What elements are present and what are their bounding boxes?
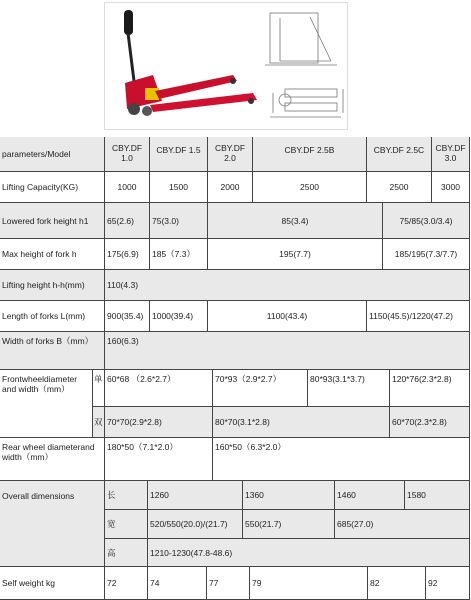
height-marker: 高 (105, 539, 148, 567)
cell: 60*70(2.3*2.8) (390, 407, 470, 438)
cell: 1580 (405, 481, 470, 510)
product-illustration (104, 2, 348, 130)
top-view-drawing (270, 89, 343, 117)
cell: 175(6.9) (105, 239, 150, 270)
cell: 65(2.6) (105, 203, 150, 239)
cell: 1460 (335, 481, 405, 510)
header-model-6: CBY.DF 3.0 (432, 137, 470, 172)
cell: 1100(43.4) (208, 301, 367, 332)
cell: 110(4.3) (105, 270, 470, 301)
cell: 75(3.0) (150, 203, 208, 239)
cell: 1360 (243, 481, 335, 510)
cell: 685(27.0) (335, 510, 470, 539)
cell: 1000 (105, 172, 150, 203)
length-marker: 长 (105, 481, 148, 510)
cell: 2500 (253, 172, 367, 203)
cell: 195(7.7) (208, 239, 383, 270)
cell: 160*50（6.3*2.0） (213, 438, 470, 481)
cell: 120*76(2.3*2.8) (390, 370, 470, 407)
cell: 185（7.3） (150, 239, 208, 270)
header-model-2: CBY.DF 1.5 (150, 137, 208, 172)
row-label-lowered-fork: Lowered fork height h1 (0, 203, 105, 239)
side-view-drawing (265, 13, 337, 65)
header-model-1: CBY.DF 1.0 (105, 137, 150, 172)
cell: 550(21.7) (243, 510, 335, 539)
header-model-4: CBY.DF 2.5B (253, 137, 367, 172)
cell: 82 (368, 567, 426, 600)
cell: 185/195(7.3/7.7) (383, 239, 470, 270)
header-parameters: parameters/Model (0, 137, 105, 172)
cell: 1260 (148, 481, 243, 510)
cell: 1000(39.4) (150, 301, 208, 332)
cell: 1210-1230(47.8-48.6) (148, 539, 470, 567)
cell: 180*50（7.1*2.0） (105, 438, 213, 481)
cell: 900(35.4) (105, 301, 150, 332)
row-label-rear-wheel: Rear wheel diameterand width（mm） (0, 438, 105, 481)
cell: 60*68 （2.6*2.7） (105, 370, 213, 407)
cell: 2500 (367, 172, 432, 203)
cell: 1150(45.5)/1220(47.2) (367, 301, 470, 332)
cell: 77 (207, 567, 250, 600)
cell: 79 (250, 567, 368, 600)
cell: 92 (426, 567, 470, 600)
row-label-overall-dimensions: Overall dimensions (0, 481, 105, 567)
cell: 85(3.4) (208, 203, 383, 239)
cell: 1500 (150, 172, 208, 203)
pallet-truck-photo (124, 10, 257, 116)
double-wheel-marker: 双 (93, 407, 105, 438)
cell: 520/550(20.0)/(21.7) (148, 510, 243, 539)
header-model-5: CBY.DF 2.5C (367, 137, 432, 172)
row-label-lifting-capacity: Lifting Capacity(KG) (0, 172, 105, 203)
pallet-truck-illustration (105, 3, 347, 129)
cell: 3000 (432, 172, 470, 203)
cell: 75/85(3.0/3.4) (383, 203, 470, 239)
row-label-fork-width: Width of forks B（mm） (0, 332, 105, 370)
row-label-front-wheel: Frontwheeldiameter and width（mm） (0, 370, 93, 438)
row-label-self-weight: Self weight kg (0, 567, 105, 600)
cell: 72 (105, 567, 148, 600)
cell: 70*70(2.9*2.8) (105, 407, 213, 438)
row-label-lifting-height: Lifting height h-h(mm) (0, 270, 105, 301)
row-label-max-height: Max height of fork h (0, 239, 105, 270)
cell: 80*93(3.1*3.7) (308, 370, 390, 407)
cell: 80*70(3.1*2.8) (213, 407, 390, 438)
row-label-fork-length: Length of forks L(mm) (0, 301, 105, 332)
cell: 160(6.3) (105, 332, 470, 370)
cell: 70*93（2.9*2.7） (213, 370, 308, 407)
header-model-3: CBY.DF 2.0 (208, 137, 253, 172)
width-marker: 宽 (105, 510, 148, 539)
single-wheel-marker: 单 (93, 370, 105, 407)
cell: 2000 (208, 172, 253, 203)
cell: 74 (148, 567, 207, 600)
